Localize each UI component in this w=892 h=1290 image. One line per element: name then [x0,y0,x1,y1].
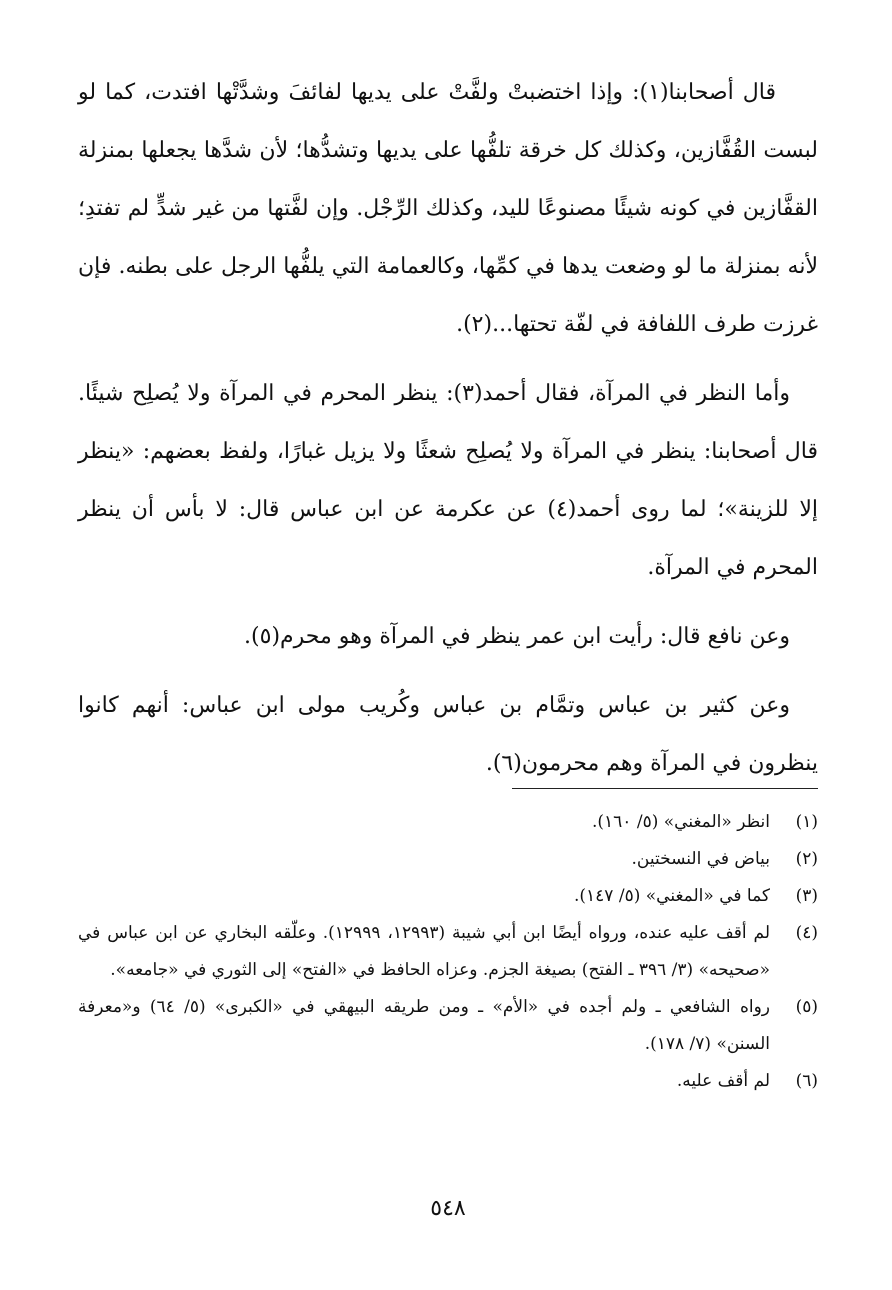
footnote-number: (٣) [795,886,818,906]
footnote-text: رواه الشافعي ـ ولم أجده في «الأم» ـ ومن طريقه البيهقي في «الكبرى» (٥/ ٦٤) و«معرفة السنن» (٧/ ١٧٨). [78,997,770,1054]
paragraph-1: قال أصحابنا(١): وإذا اختضبتْ ولفَّتْ على يديها لفائفَ وشدَّتْها افتدت، كما لو لبست القُفَّازين، وكذلك كل خرقة تلفُّها على يديها وتشدُّها؛ لأن شدَّها يجعلها بمنزلة القفَّازين في كونه شيئًا مصنوعًا لليد، وكذلك الرِّجْل. وإن لفَّتها من غير شدٍّ لم تفتدِ؛ لأنه بمنزلة ما لو وضعت يدها في كمِّها، وكالعمامة التي يلفُّها الرجل على بطنه. فإن غرزت طرف اللفافة في لفّة تحتها...(٢). [78,80,818,337]
footnotes [78,804,818,1100]
main-text [78,64,818,793]
footnote-number: (٦) [795,1071,818,1091]
footnote-number: (١) [795,812,818,832]
footnote-text: انظر «المغني» (٥/ ١٦٠). [592,812,770,832]
footnote-number: (٢) [795,849,818,869]
paragraph-4: وعن كثير بن عباس وتمَّام بن عباس وكُريب مولى ابن عباس: أنهم كانوا ينظرون في المرآة وهم محرمون(٦). [78,693,818,776]
footnote-text: لم أقف عليه. [676,1071,770,1091]
footnote-2 [78,841,818,878]
paragraph-2: وأما النظر في المرآة، فقال أحمد(٣): ينظر المحرم في المرآة ولا يُصلِح شيئًا. قال أصحابنا: ينظر في المرآة ولا يُصلِح شعثًا ولا يزيل غبارًا، ولفظ بعضهم: «ينظر إلا للزينة»؛ لما روى أحمد(٤) عن عكرمة عن ابن عباس قال: لا بأس أن ينظر المحرم في المرآة. [78,381,819,580]
footnote-1 [78,804,818,841]
footnote-text: لم أقف عليه عنده، ورواه أيضًا ابن أبي شيبة (١٢٩٩٣، ١٢٩٩٩). وعلّقه البخاري عن ابن عباس في «صحيحه» (٣/ ٣٩٦ ـ الفتح) بصيغة الجزم. وعزاه الحافظ في «الفتح» إلى الثوري في «جامعه». [78,923,771,980]
footnote-6 [78,1063,818,1100]
footnote-5 [78,989,818,1063]
page-number: ٥٤٨ [430,1196,466,1221]
paragraph-3: وعن نافع قال: رأيت ابن عمر ينظر في المرآة وهو محرم(٥). [244,624,790,649]
footnote-text: بياض في النسختين. [631,849,770,869]
book-page [78,64,818,1244]
footnote-divider [512,788,818,789]
footnote-4 [78,915,818,989]
footnote-text: كما في «المغني» (٥/ ١٤٧). [573,886,770,906]
footnote-number: (٤) [795,923,818,943]
footnote-number: (٥) [795,997,818,1017]
footnote-3 [78,878,818,915]
